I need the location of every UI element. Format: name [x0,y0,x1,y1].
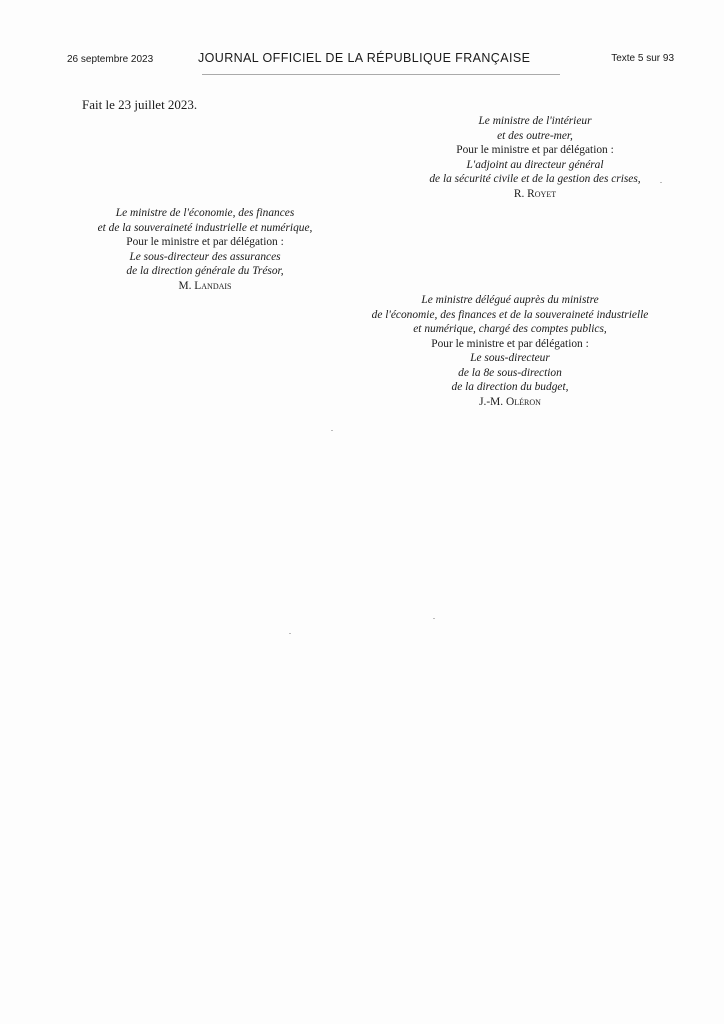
delegation-line: Pour le ministre et par délégation : [456,144,614,156]
signatory-name-rest: andais [201,279,232,292]
signatory-title-line: et de la souveraineté industrielle et numérique, [97,221,313,234]
signatory-function-line: L'adjoint au directeur général [466,158,604,171]
scan-speck [660,182,662,183]
signatory-function-line: Le sous-directeur des assurances [129,250,281,263]
signatory-function-line: Le sous-directeur [470,352,550,364]
page-header [67,50,674,70]
signatory-name [335,395,685,410]
signatory-function-line: de la direction générale du Trésor, [126,265,284,277]
signatory-name-rest: léron [514,395,541,408]
signatory-name [390,187,680,202]
signatory-name [70,279,340,294]
signatory-title-line: de l'économie, des finances et de la souveraineté industrielle [371,308,649,321]
text-number: Texte 5 sur 93 [611,53,674,64]
signatory-title-line: et des outre-mer, [497,129,573,142]
signing-date: Fait le 23 juillet 2023. [82,97,198,112]
journal-title: JOURNAL OFFICIEL DE LA RÉPUBLIQUE FRANÇAISE [198,51,531,65]
signatory-name-initial: R. R [513,187,535,200]
signatory-title-line: Le ministre délégué auprès du ministre [421,294,599,306]
signatory-name-initial: M. L [178,279,202,292]
signature-block-comptes-publics [335,293,685,409]
header-divider [202,74,560,75]
delegation-line: Pour le ministre et par délégation : [126,236,284,248]
signatory-title-line: Le ministre de l'économie, des finances [115,207,295,219]
signatory-name-initial: J.-M. O [479,395,515,408]
scan-speck [289,633,291,634]
header-date: 26 septembre 2023 [67,54,154,65]
signatory-title-line: Le ministre de l'intérieur [478,115,592,127]
signatory-name-rest: oyet [534,187,557,200]
signature-block-interieur [390,114,680,201]
scan-speck [433,618,435,619]
signature-block-economie [70,206,340,293]
signatory-function-line: de la 8e sous-direction [458,366,562,379]
signatory-function-line: de la direction du budget, [451,381,569,393]
delegation-line: Pour le ministre et par délégation : [431,337,589,350]
signatory-title-line: et numérique, chargé des comptes publics, [413,323,607,335]
scan-speck [331,430,333,431]
signatory-function-line: de la sécurité civile et de la gestion des crises, [429,173,641,185]
